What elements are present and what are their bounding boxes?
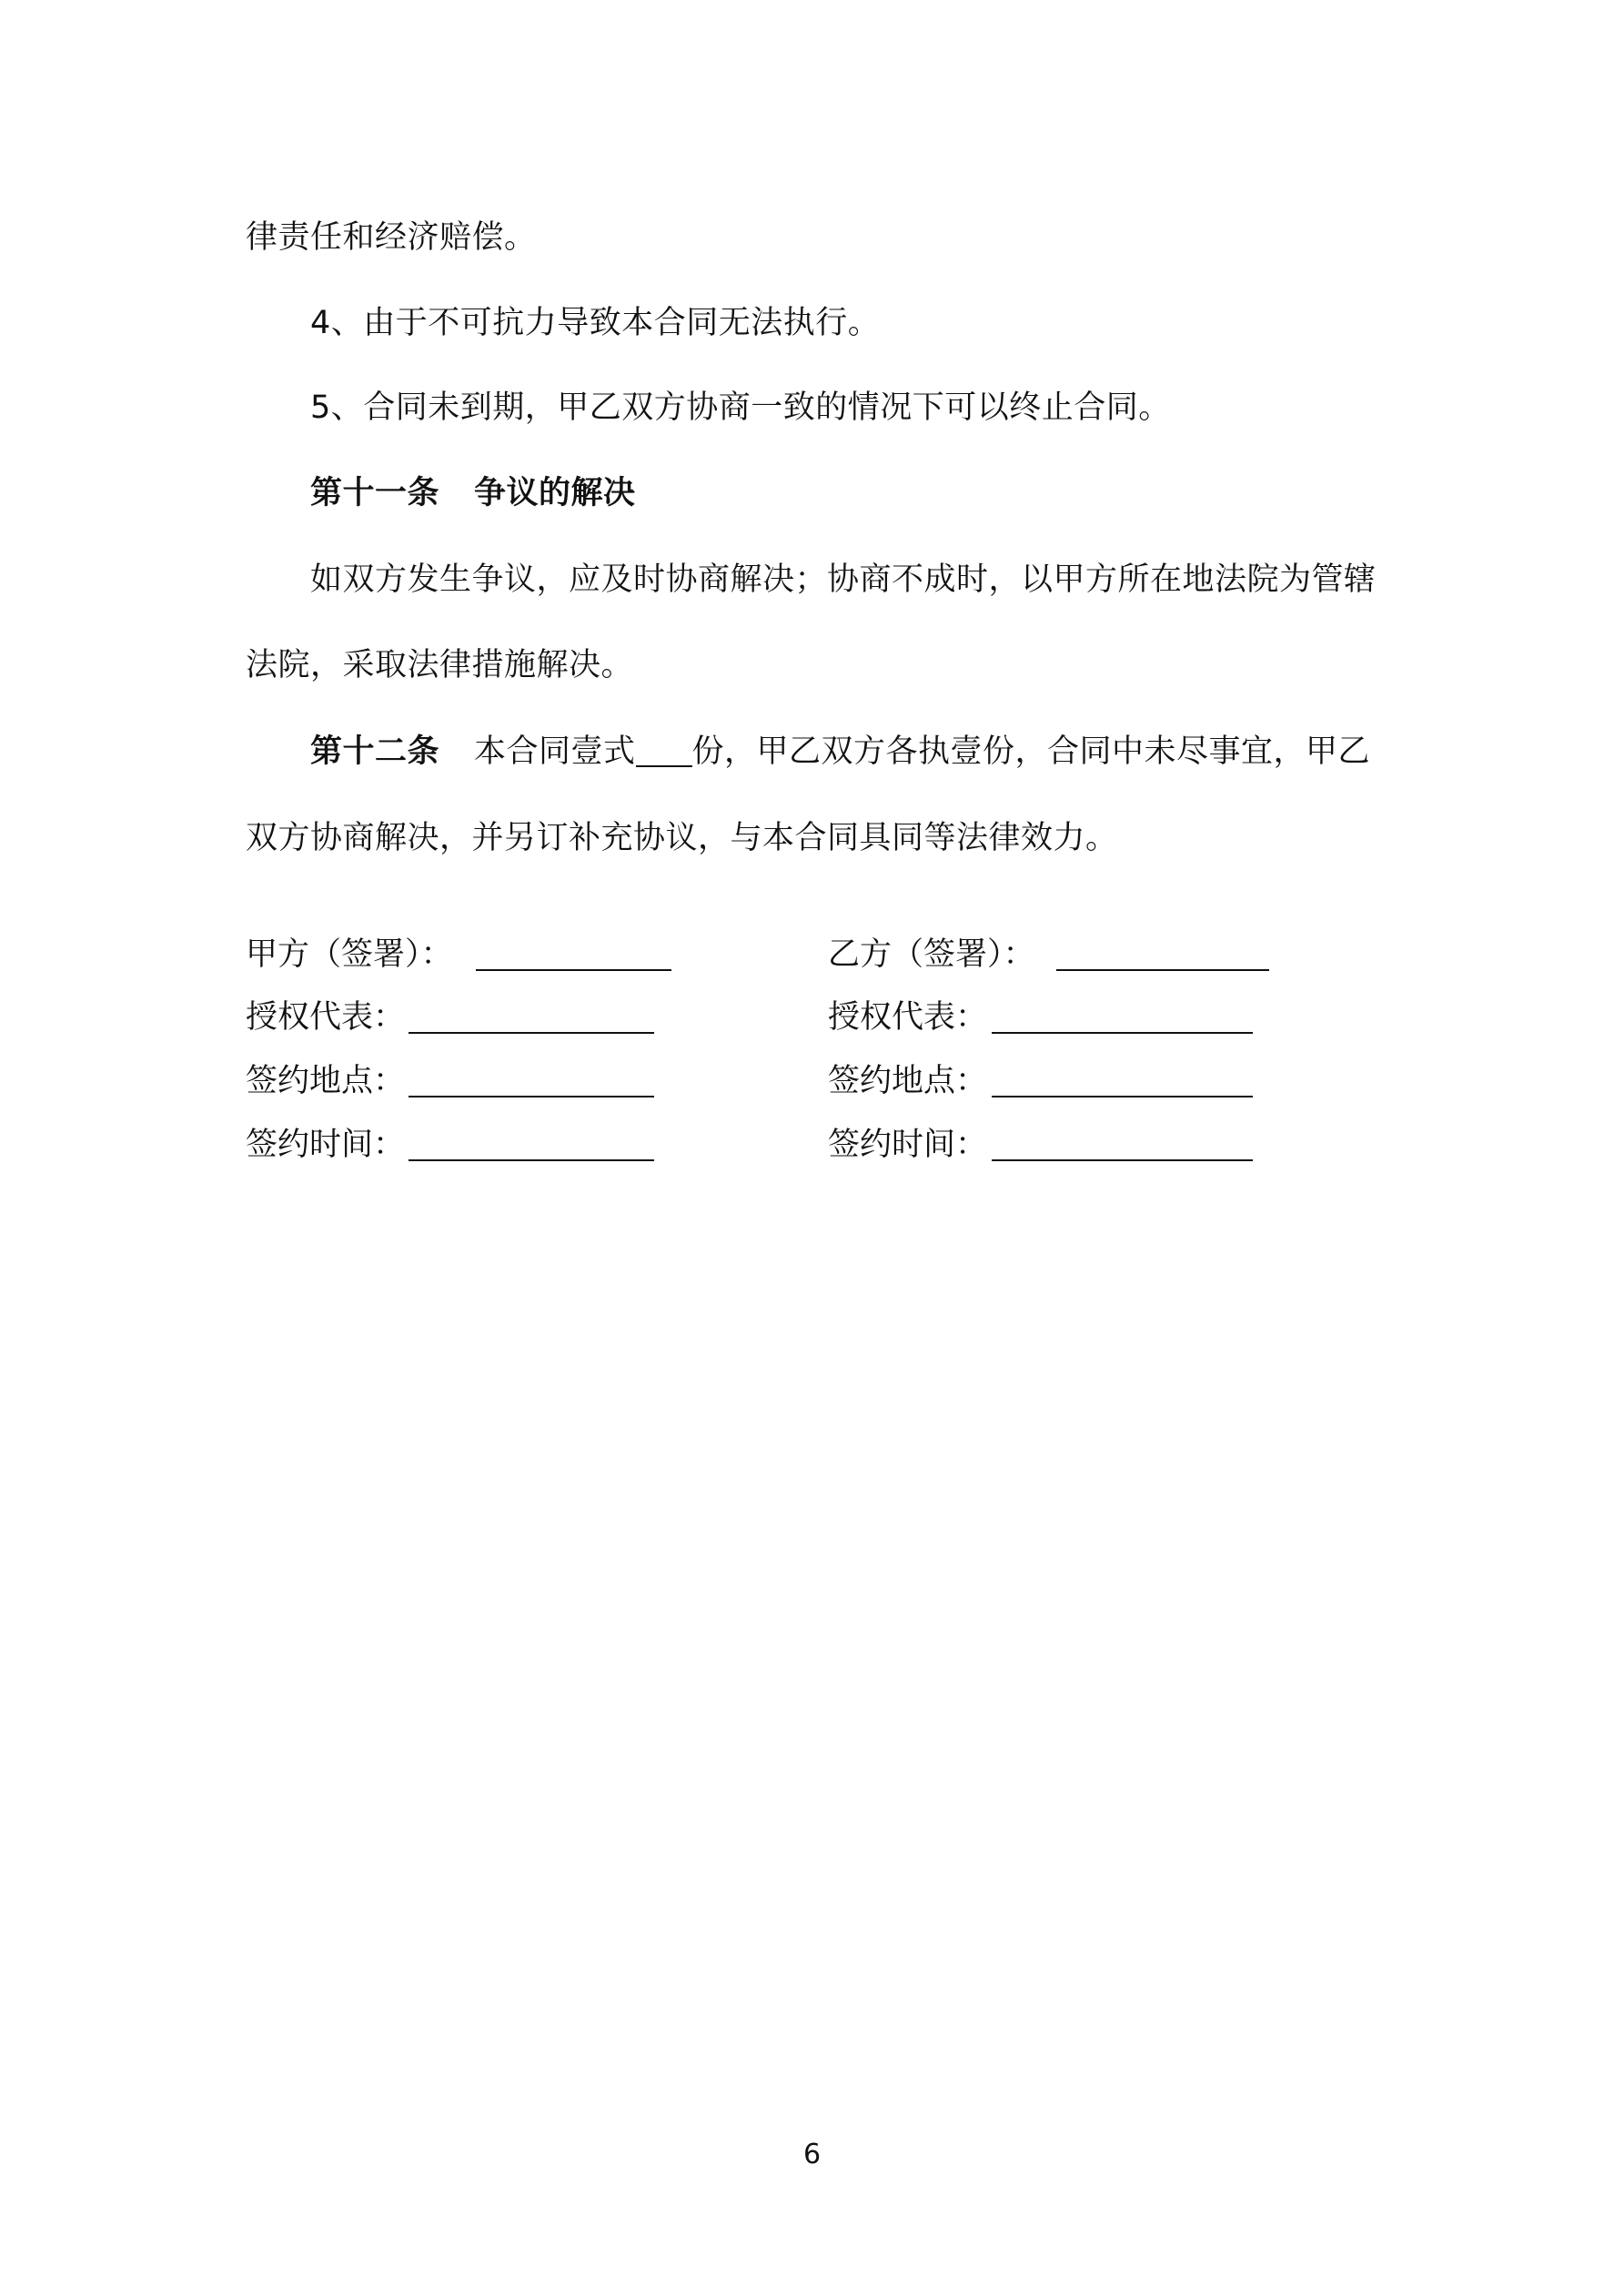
party-b-rep-line xyxy=(992,1032,1253,1034)
party-b-sign-line xyxy=(1056,969,1269,971)
party-a-rep-label: 授权代表： xyxy=(246,999,406,1036)
article-11-title: 争议的解决 xyxy=(474,475,636,511)
party-a-time-label: 签约时间： xyxy=(246,1127,406,1163)
party-a-time-line xyxy=(409,1159,654,1161)
party-a-rep-line xyxy=(409,1032,654,1034)
party-b-place-label: 签约地点： xyxy=(828,1063,988,1099)
party-a-sign-line xyxy=(476,969,671,971)
party-b-time-label: 签约时间： xyxy=(828,1127,988,1163)
party-b-place-line xyxy=(992,1096,1253,1097)
party-a-place-line xyxy=(409,1096,654,1097)
copies-blank xyxy=(636,733,692,767)
article-12-text-b: 份，甲乙双方各执壹份，合同中未尽事宜，甲乙 xyxy=(691,733,1371,770)
article-11-heading xyxy=(310,470,636,516)
paragraph-termination: 5、合同未到期，甲乙双方协商一致的情况下可以终止合同。 xyxy=(310,389,1171,426)
article-12-number: 第十二条 xyxy=(310,733,440,770)
paragraph-force-majeure: 4、由于不可抗力导致本合同无法执行。 xyxy=(310,305,881,341)
party-b-sign-label: 乙方（签署）： xyxy=(828,936,1035,973)
party-a-place-label: 签约地点： xyxy=(246,1063,406,1099)
article-12-line-1 xyxy=(310,729,1370,774)
article-11-number: 第十一条 xyxy=(310,475,440,511)
party-b-time-line xyxy=(992,1159,1253,1161)
party-b-rep-label: 授权代表： xyxy=(828,999,988,1036)
paragraph-continuation: 律责任和经济赔偿。 xyxy=(246,219,537,256)
article-12-text-a: 本合同壹式 xyxy=(474,733,636,770)
party-a-sign-label: 甲方（签署）： xyxy=(246,936,453,973)
article-11-line-1: 如双方发生争议，应及时协商解决；协商不成时，以甲方所在地法院为管辖 xyxy=(310,561,1377,598)
page-number: 6 xyxy=(802,2139,822,2170)
article-12-line-2: 双方协商解决，并另订补充协议，与本合同具同等法律效力。 xyxy=(246,820,1118,856)
article-11-line-2: 法院，采取法律措施解决。 xyxy=(246,647,634,683)
